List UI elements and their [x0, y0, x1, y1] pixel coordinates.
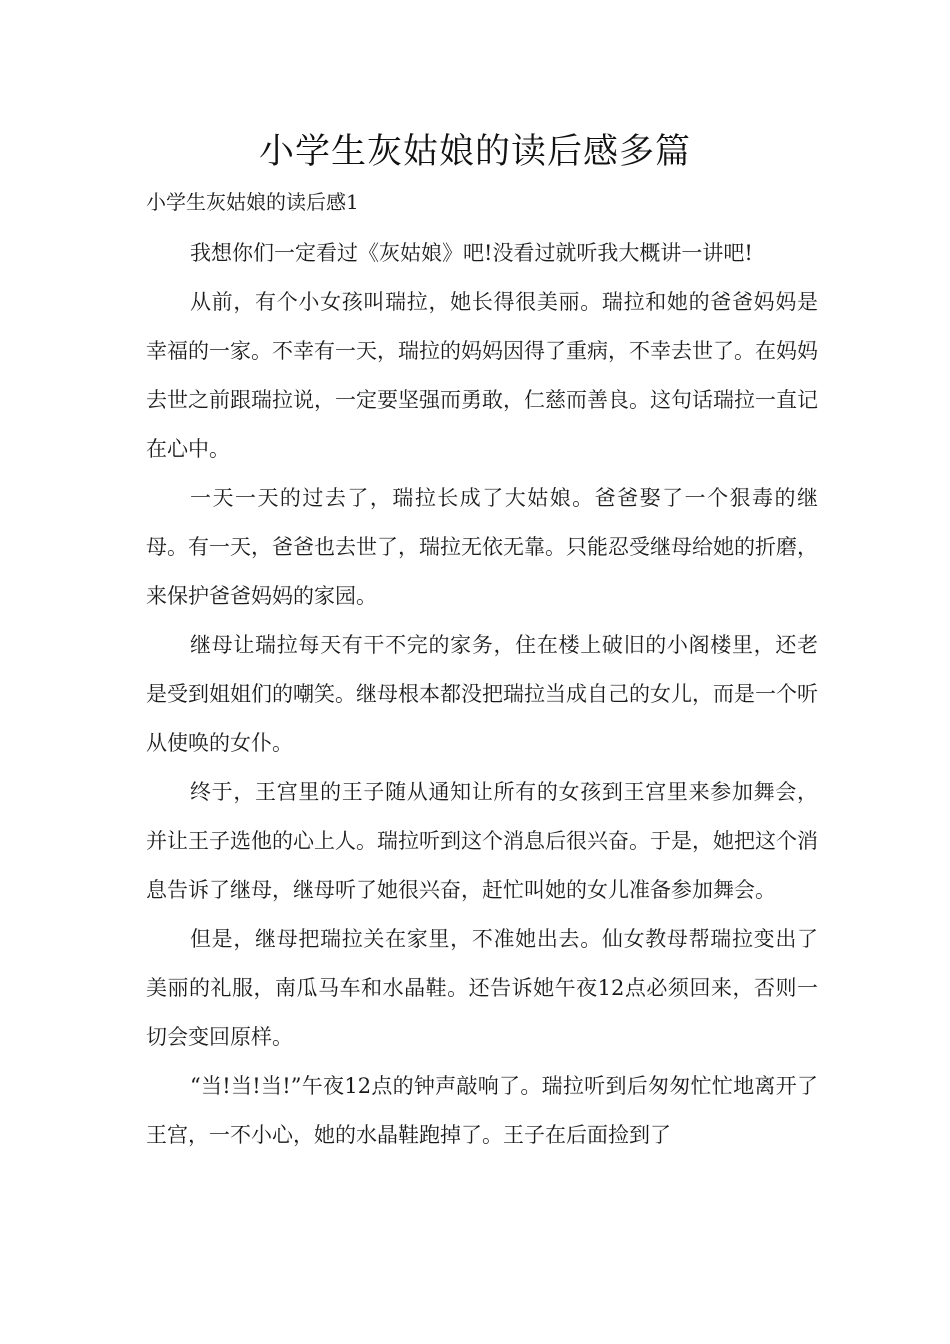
document-body [146, 229, 818, 1160]
paragraph-fairy-godmother: 但是，继母把瑞拉关在家里，不准她出去。仙女教母帮瑞拉变出了美丽的礼服，南瓜马车和水晶鞋。还告诉她午夜12点必须回来，否则一切会变回原样。 [146, 927, 818, 1049]
paragraph-midnight: “当!当!当!”午夜12点的钟声敲响了。瑞拉听到后匆匆忙忙地离开了王宫，一不小心，她的水晶鞋跑掉了。王子在后面捡到了 [146, 1074, 818, 1147]
document-title: 小学生灰姑娘的读后感多篇 [258, 132, 691, 172]
section-heading: 小学生灰姑娘的读后感1 [146, 190, 359, 214]
paragraph-intro: 我想你们一定看过《灰姑娘》吧!没看过就听我大概讲一讲吧! [190, 241, 753, 265]
paragraph-ball-invitation: 终于，王宫里的王子随从通知让所有的女孩到王宫里来参加舞会，并让王子选他的心上人。瑞拉听到这个消息后很兴奋。于是，她把这个消息告诉了继母，继母听了她很兴奋，赶忙叫她的女儿准备参加舞会。 [146, 780, 818, 902]
paragraph-chores: 继母让瑞拉每天有干不完的家务，住在楼上破旧的小阁楼里，还老是受到姐姐们的嘲笑。继母根本都没把瑞拉当成自己的女儿，而是一个听从使唤的女仆。 [146, 633, 818, 755]
paragraph-stepmother: 一天一天的过去了，瑞拉长成了大姑娘。爸爸娶了一个狠毒的继母。有一天，爸爸也去世了，瑞拉无依无靠。只能忍受继母给她的折磨，来保护爸爸妈妈的家园。 [146, 486, 818, 608]
paragraph-story-start: 从前，有个小女孩叫瑞拉，她长得很美丽。瑞拉和她的爸爸妈妈是幸福的一家。不幸有一天，瑞拉的妈妈因得了重病，不幸去世了。在妈妈去世之前跟瑞拉说，一定要坚强而勇敢，仁慈而善良。这句话瑞拉一直记在心中。 [146, 290, 818, 461]
